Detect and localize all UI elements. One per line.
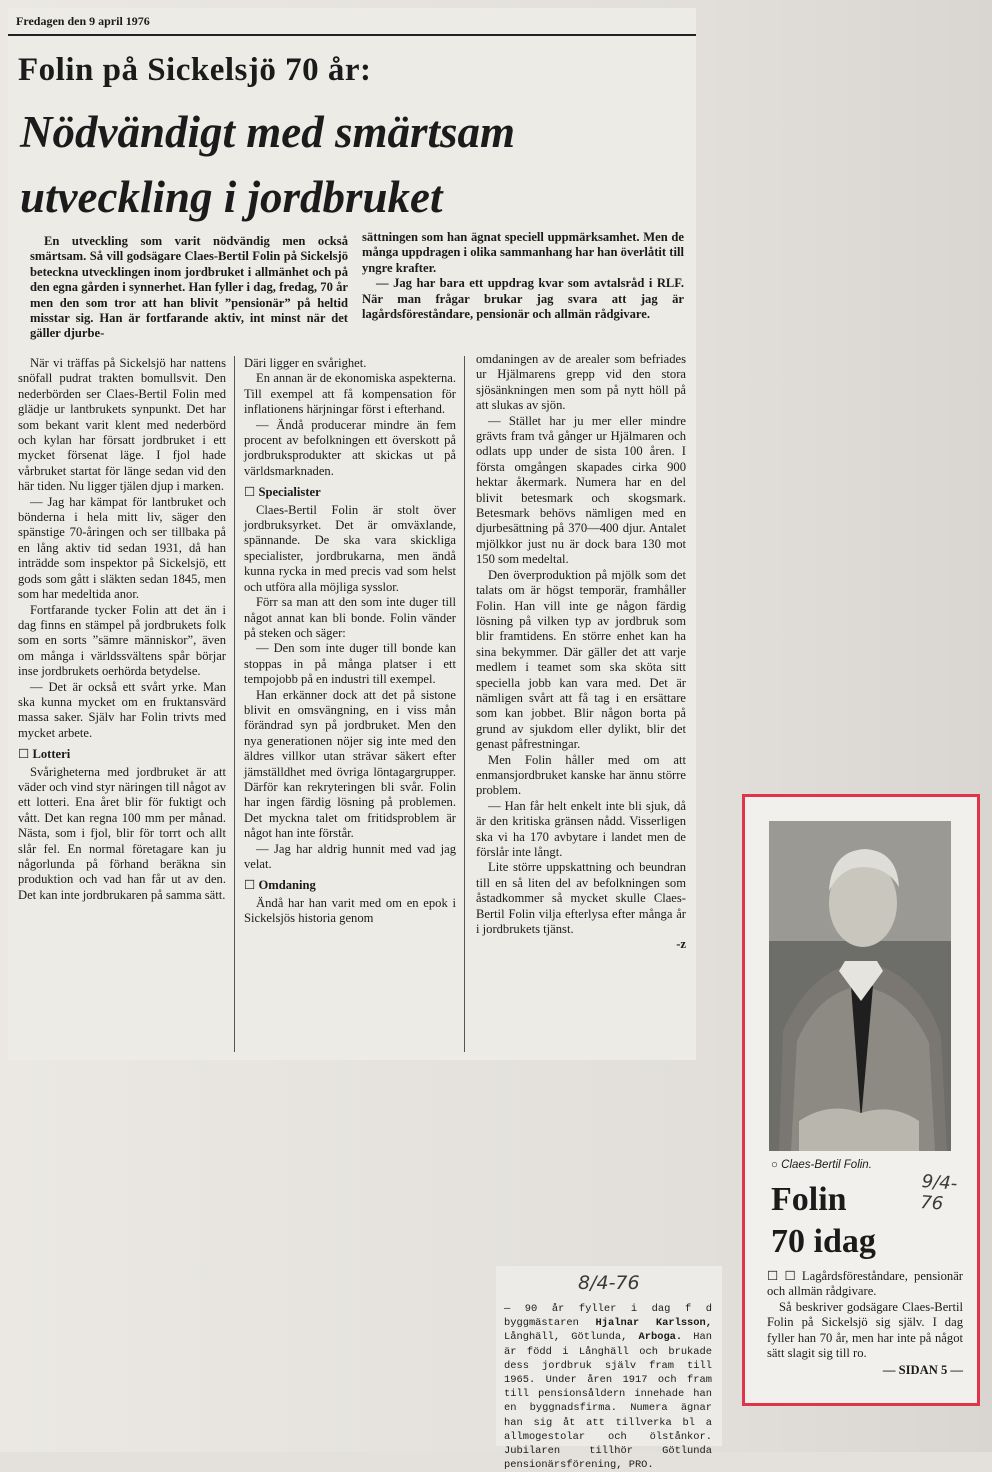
author-signature: -z [676, 937, 686, 952]
paragraph: ☐ ☐ Lagårdsföreståndare, pensionär och allmän rådgivare. [767, 1269, 963, 1299]
handwritten-date: 9/4-76 [919, 1171, 958, 1215]
paragraph: Däri ligger en svårighet. [244, 356, 367, 370]
lead-paragraph: — Jag har bara ett uppdrag kvar som avtalsråd i RLF. När man frågar brukar jag svara att jag är lagårdsföreståndare, pensionär och allmän rådgivare. [362, 276, 684, 322]
article-headline [20, 100, 680, 230]
notice-text [504, 1302, 712, 1472]
photo-clip-title [771, 1179, 876, 1263]
birthday-notice-clipping [496, 1266, 722, 1472]
headline-line-1: Nödvändigt med smärtsam [20, 107, 516, 157]
subheading-omdaning: ☐ Omdaning [244, 878, 456, 893]
paragraph: Svårigheterna med jordbruket är att väder och vind styr näringen till något av ett lotteri. Ena året blir för fuktigt och vått. Det kan regna 100 mm per månad. Nästa, som i fjol, blir för torrt och allt slår fel. En normal företagare kan ju någorlunda på förhand beräkna sin produktion och vad han får ut av den. Det kan inte jordbrukaren på samma sätt. [18, 764, 226, 902]
paragraph: — Ändå producerar mindre än fem procent av befolkningen ett överskott på jordbruksprodukter att skickas ut på världsmarknaden. [244, 417, 456, 478]
paragraph: Men Folin håller med om att enmansjordbruket kanske har ännu större problem. [476, 752, 686, 798]
photo-clip-body [767, 1269, 963, 1379]
lead-paragraph: sättningen som han ägnat speciell uppmärksamhet. Men de många uppdragen i olika sammanhang har han överlåtit till yngre krafter. [362, 230, 684, 275]
column-rule [464, 356, 465, 1052]
paragraph: När vi träffas på Sickelsjö har nattens snöfall pudrat trakten bomullsvit. Den nederbörden ser Claes-Bertil Folin med glädje ur lantbrukets synpunkt. Det har som bekant varit klent med nederbörd och kylan har försatt jordbruket i ett mycket försenat läge. I fjol hade vårbruket startat för länge sedan vid den här tiden. Nu ligger tjälen djup i marken. [18, 356, 226, 494]
photo-clip-title-line-1: Folin [771, 1181, 847, 1218]
column-3 [476, 352, 686, 953]
subheading-specialister: ☐ Specialister [244, 485, 456, 500]
lead-paragraph: En utveckling som varit nödvändig men också smärtsam. Så vill godsägare Claes-Bertil Folin på Sickelsjö beteckna utvecklingen inom jordbruket i allmänhet och på den egna gården i synnerhet. Han fyller i dag, fredag, 70 år men den som tror att han blivit ”pensionär” på heltid misstar sig. Han är fortfarande aktiv, int minst när det gäller djurbe- [30, 234, 348, 341]
paragraph: Förr sa man att den som inte duger till något annat kan bli bonde. Folin vänder på steken och säger: [244, 595, 456, 640]
paragraph: — Den som inte duger till bonde kan stoppas in på många platser i ett tempojobb på en industri till exempel. [244, 641, 456, 687]
lead-right [362, 230, 684, 322]
handwritten-date: 8/4-76 [578, 1272, 640, 1294]
paragraph: En annan är de ekonomiska aspekterna. Till exempel att få kompensation för inflationens härjningar först i efterhand. [244, 371, 456, 417]
lead-left [30, 234, 348, 342]
paragraph: — Det är också ett svårt yrke. Man ska kunna mycket om en fruktansvärd massa saker. Själv har Folin trivts med mycket arbete. [18, 679, 226, 740]
notice-text-part: Han är född i Långhäll och brukade dess jordbruk själv fram till 1965. Under åren 1917 och fram till pensionsåldern innehade han en byggnadsfirma. Numera ägnar han sig åt att tillverka bl a allmogestolar och ölstånkor. Jubilaren tillhör Götlunda pensionärsförening, PRO. [504, 1331, 712, 1472]
place-name: Arboga. [638, 1331, 683, 1344]
person-name: Hjalnar Karlsson, [595, 1317, 712, 1330]
column-2 [244, 356, 456, 927]
portrait-illustration [769, 821, 951, 1151]
paragraph: — Han får helt enkelt inte bli sjuk, då är den kritiska gränsen nådd. Visserligen ska vi ha 170 avbytare i landet men de förslår inte långt. [476, 798, 686, 859]
top-rule [8, 34, 696, 36]
page-reference: — SIDAN 5 — [882, 1363, 963, 1378]
paragraph: Lite större uppskattning och beundran till en så liten del av befolkningen som åstadkommer så mycket skulle Claes-Bertil Folin vilja efterlysa efter många år i jordbrukets tjänst. [476, 860, 686, 937]
portrait-photo [769, 821, 951, 1151]
column-1 [18, 356, 226, 903]
paragraph: — Jag har kämpat för lantbruket och bönderna i hela mitt liv, säger den spänstige 70-åringen och ser tillbaka på en lång aktiv tid sedan 1931, då han inträdde som inspektor på Sickelsjö, ett gods som gått i släkten sedan 1845, men som har medeltida anor. [18, 494, 226, 602]
paragraph: Fortfarande tycker Folin att det än i dag finns en stämpel på jordbrukets folk som en sorts ”sämre människor”, även om många i världssvältens spår börjar inse jordbrukets oerhörda betydelse. [18, 602, 226, 679]
photo-clip-title-line-2: 70 idag [771, 1223, 876, 1260]
article-kicker: Folin på Sickelsjö 70 år: [18, 52, 372, 88]
photo-caption: ○ Claes-Bertil Folin. [771, 1159, 872, 1171]
subheading-lotteri: ☐ Lotteri [18, 747, 226, 762]
paragraph: Han erkänner dock att det på sistone blivit en omsvängning, en i viss mån förändrad syn på jordbruket. Men den nya generationen nöjer sig inte med den äldres villkor utan strävar säkert efter jämställdhet med övriga löntagargrupper. Därför kan rekryteringen bli svår. Folin har ingen färdig lösning på problemen. Det myckna talet om fritidsproblem är något han inte förstår. [244, 687, 456, 841]
column-rule [234, 356, 235, 1052]
paragraph: Ändå har han varit med om en epok i Sickelsjös historia genom [244, 895, 456, 926]
photo-clipping [742, 794, 980, 1406]
notice-text-part: — 90 år fyller i dag f d byggmästaren [504, 1303, 712, 1330]
notice-text-part: Långhäll, Götlunda, [504, 1331, 639, 1344]
dateline: Fredagen den 9 april 1976 [16, 14, 150, 28]
paragraph: Den överproduktion på mjölk som det talats om är högst temporär, framhåller Folin. Han vill inte ge någon färdig lösning på vilken typ av jordbruk som blir framtidens. En större enhet kan ha sina bekymmer. Där gäller det att varje medlem i teamet som ska sköta sitt speciella jobb kan vara med. Det är nämligen svårt att få tag i en ersättare som kan jobbet. Blir någon borta på grund av sjukdom eller dylikt, blir det genast påfrestningar. [476, 567, 686, 752]
paragraph: omdaningen av de arealer som befriades ur Hjälmarens grepp vid den stora sjösänkningen men som på nytt höll på att slukas av sjön. [476, 352, 686, 413]
paragraph: — Stället har ju mer eller mindre grävts fram två gånger ur Hjälmaren och odlats upp under de sista 100 åren. I första omgången skapades cirka 900 hektar åkermark. Numera har en del blivit betesmark och skogsmark. Betesmark behövs nämligen med en djurbesättning på 370—400 djur. Antalet mjölkkor just nu är dock bara 130 mot 150 som medeltal. [476, 413, 686, 567]
headline-line-2: utveckling i jordbruket [20, 172, 443, 222]
paragraph: — Jag har aldrig hunnit med vad jag velat. [244, 841, 456, 871]
paragraph: Så beskriver godsägare Claes-Bertil Folin på Sickelsjö sig själv. I dag fyller han 70 år, men har inte på något sätt slagit sig till ro. [767, 1299, 963, 1361]
main-article-clipping [8, 8, 696, 1060]
paragraph: Claes-Bertil Folin är stolt över jordbruksyrket. Det är omväxlande, spännande. De ska vara skickliga specialister, jordbrukarna, men ändå kunna rycka in med precis vad som helst och utföra alla möjliga sysslor. [244, 502, 456, 594]
